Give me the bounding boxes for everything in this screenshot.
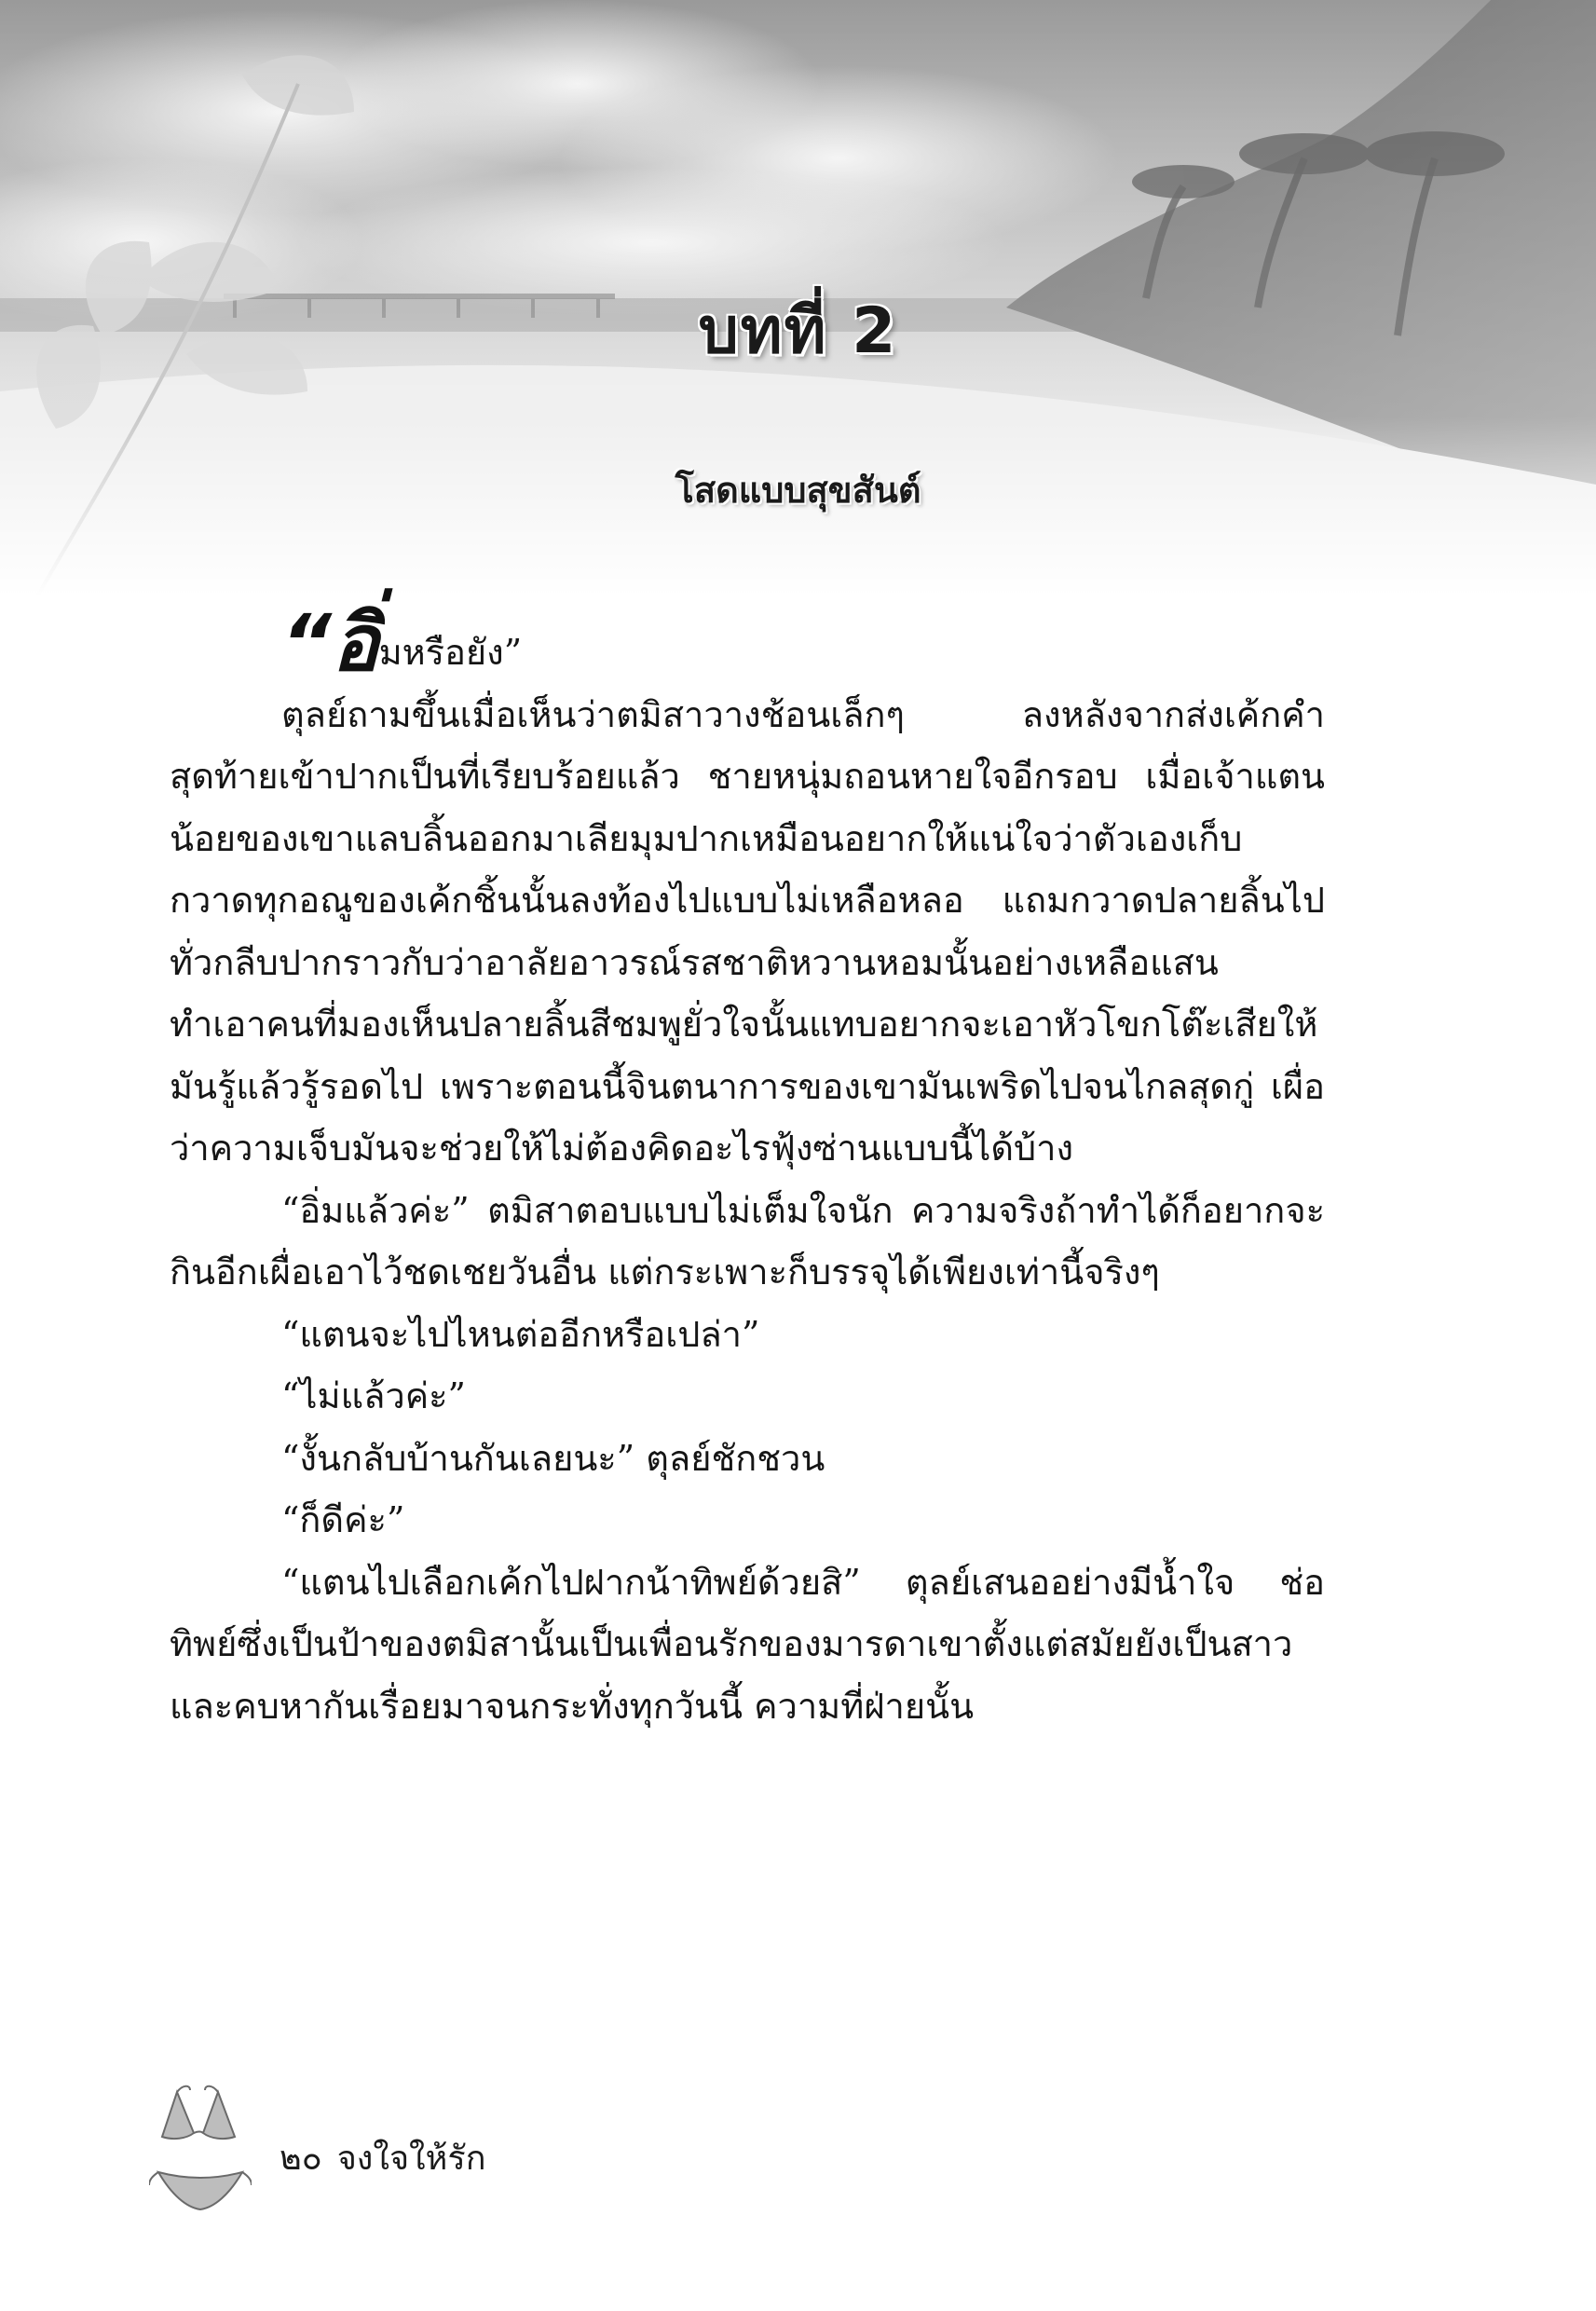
- opening-line: [170, 597, 1325, 689]
- bikini-icon: [149, 2083, 252, 2222]
- dialog-line: “แตนจะไปไหนต่ออีกหรือเปล่า”: [281, 1313, 760, 1355]
- dialog-line: “งั้นกลับบ้านกันเลยนะ” ตุลย์ชักชวน: [281, 1437, 825, 1479]
- chapter-subtitle: โสดแบบสุขสันต์: [675, 470, 921, 511]
- chapter-title: บทที่ 2: [698, 294, 898, 368]
- chapter-body: [170, 597, 1325, 1737]
- paragraph: “แตนไปเลือกเค้กไปฝากน้าทิพย์ด้วยสิ” ตุลย์เสนออย่างมีน้ำใจ ช่อทิพย์ซึ่งเป็นป้าของตมิสานั้นเป็นเพื่อนรักของมารดาเขาตั้งแต่สมัยยังเป็นสาวและคบหากันเรื่อยมาจนกระทั่งทุกวันนี้ ความที่ฝ่ายนั้น: [170, 1561, 1325, 1727]
- book-title: จงใจให้รัก: [336, 2140, 486, 2178]
- footer-text: [280, 2131, 486, 2184]
- page-number: ๒๐: [280, 2140, 322, 2178]
- paragraph: “อิ่มแล้วค่ะ” ตมิสาตอบแบบไม่เต็มใจนัก ความจริงถ้าทำได้ก็อยากจะกินอีกเผื่อเอาไว้ชดเชยวันอื่น แต่กระเพาะก็บรรจุได้เพียงเท่านี้จริงๆ: [170, 1189, 1325, 1292]
- dialog-line: “ไม่แล้วค่ะ”: [281, 1375, 466, 1416]
- page-footer: [149, 2083, 615, 2222]
- paragraph: ตุลย์ถามขึ้นเมื่อเห็นว่าตมิสาวางช้อนเล็กๆ ลงหลังจากส่งเค้กคำสุดท้ายเข้าปากเป็นที่เรียบร้อยแล้ว ชายหนุ่มถอนหายใจอีกรอบ เมื่อเจ้าแตนน้อยของเขาแลบลิ้นออกมาเลียมุมปากเหมือนอยากให้แน่ใจว่าตัวเองเก็บกวาดทุกอณูของเค้กชิ้นนั้นลงท้องไปแบบไม่เหลือหลอ แถมกวาดปลายลิ้นไปทั่วกลีบปากราวกับว่าอาลัยอาวรณ์รสชาติหวานหอมนั้นอย่างเหลือแสน ทำเอาคนที่มองเห็นปลายลิ้นสีชมพูยั่วใจนั้นแทบอยากจะเอาหัวโขกโต๊ะเสียให้มันรู้แล้วรู้รอดไป เพราะตอนนี้จินตนาการของเขามันเพริดไปจนไกลสุดกู่ เผื่อว่าความเจ็บมันจะช่วยให้ไม่ต้องคิดอะไรฟุ้งซ่านแบบนี้ได้บ้าง: [170, 693, 1325, 1169]
- dialog-line: “ก็ดีค่ะ”: [281, 1499, 405, 1540]
- drop-cap-quote: “อิ่: [281, 597, 379, 689]
- opening-line-rest: มหรือยัง”: [378, 632, 523, 673]
